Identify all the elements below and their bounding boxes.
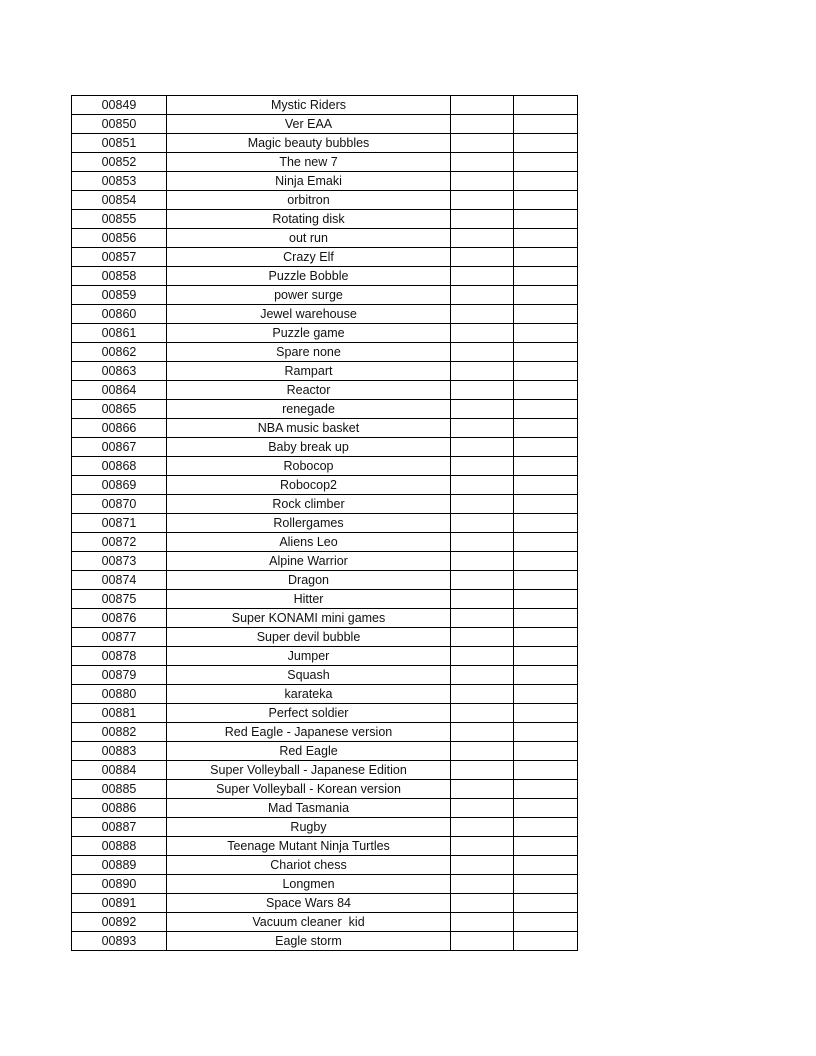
game-id-cell: 00873: [72, 552, 167, 571]
empty-cell: [451, 229, 514, 248]
table-row: [72, 96, 578, 115]
table-row: [72, 343, 578, 362]
table-row: [72, 495, 578, 514]
game-id-cell: 00872: [72, 533, 167, 552]
empty-cell: [514, 419, 578, 438]
game-id-cell: 00852: [72, 153, 167, 172]
table-row: [72, 552, 578, 571]
game-name-cell: Aliens Leo: [167, 533, 451, 552]
game-id-cell: 00870: [72, 495, 167, 514]
empty-cell: [514, 571, 578, 590]
game-id-cell: 00859: [72, 286, 167, 305]
game-id-cell: 00891: [72, 894, 167, 913]
game-name-cell: Rotating disk: [167, 210, 451, 229]
table-row: [72, 514, 578, 533]
game-id-cell: 00863: [72, 362, 167, 381]
empty-cell: [514, 324, 578, 343]
game-list-table: [71, 95, 578, 951]
game-name-cell: Super Volleyball - Korean version: [167, 780, 451, 799]
empty-cell: [451, 609, 514, 628]
game-id-cell: 00883: [72, 742, 167, 761]
table-row: [72, 286, 578, 305]
game-name-cell: Ninja Emaki: [167, 172, 451, 191]
empty-cell: [514, 685, 578, 704]
game-name-cell: Super KONAMI mini games: [167, 609, 451, 628]
game-name-cell: Chariot chess: [167, 856, 451, 875]
empty-cell: [451, 343, 514, 362]
empty-cell: [514, 552, 578, 571]
empty-cell: [451, 932, 514, 951]
game-id-cell: 00850: [72, 115, 167, 134]
game-id-cell: 00854: [72, 191, 167, 210]
game-name-cell: Alpine Warrior: [167, 552, 451, 571]
empty-cell: [451, 495, 514, 514]
game-id-cell: 00880: [72, 685, 167, 704]
empty-cell: [514, 115, 578, 134]
empty-cell: [451, 115, 514, 134]
game-id-cell: 00889: [72, 856, 167, 875]
empty-cell: [451, 324, 514, 343]
table-row: [72, 362, 578, 381]
game-name-cell: karateka: [167, 685, 451, 704]
game-id-cell: 00876: [72, 609, 167, 628]
game-name-cell: Longmen: [167, 875, 451, 894]
game-name-cell: Ver EAA: [167, 115, 451, 134]
game-id-cell: 00879: [72, 666, 167, 685]
table-row: [72, 153, 578, 172]
empty-cell: [451, 647, 514, 666]
game-name-cell: Mystic Riders: [167, 96, 451, 115]
game-name-cell: orbitron: [167, 191, 451, 210]
empty-cell: [451, 400, 514, 419]
game-id-cell: 00865: [72, 400, 167, 419]
empty-cell: [451, 305, 514, 324]
table-row: [72, 419, 578, 438]
table-row: [72, 932, 578, 951]
empty-cell: [451, 913, 514, 932]
game-id-cell: 00856: [72, 229, 167, 248]
empty-cell: [514, 286, 578, 305]
table-row: [72, 476, 578, 495]
empty-cell: [451, 153, 514, 172]
game-id-cell: 00849: [72, 96, 167, 115]
game-id-cell: 00867: [72, 438, 167, 457]
table-row: [72, 324, 578, 343]
empty-cell: [514, 761, 578, 780]
game-name-cell: Perfect soldier: [167, 704, 451, 723]
empty-cell: [514, 400, 578, 419]
game-name-cell: Mad Tasmania: [167, 799, 451, 818]
table-row: [72, 191, 578, 210]
game-name-cell: Crazy Elf: [167, 248, 451, 267]
empty-cell: [451, 362, 514, 381]
empty-cell: [514, 533, 578, 552]
empty-cell: [451, 286, 514, 305]
game-name-cell: Red Eagle: [167, 742, 451, 761]
game-id-cell: 00851: [72, 134, 167, 153]
empty-cell: [514, 514, 578, 533]
empty-cell: [514, 742, 578, 761]
empty-cell: [514, 913, 578, 932]
table-row: [72, 666, 578, 685]
empty-cell: [451, 590, 514, 609]
game-name-cell: power surge: [167, 286, 451, 305]
game-name-cell: renegade: [167, 400, 451, 419]
empty-cell: [451, 742, 514, 761]
game-id-cell: 00875: [72, 590, 167, 609]
empty-cell: [451, 457, 514, 476]
empty-cell: [451, 552, 514, 571]
game-name-cell: Robocop2: [167, 476, 451, 495]
empty-cell: [451, 875, 514, 894]
game-name-cell: Red Eagle - Japanese version: [167, 723, 451, 742]
game-name-cell: Puzzle game: [167, 324, 451, 343]
game-id-cell: 00868: [72, 457, 167, 476]
empty-cell: [451, 381, 514, 400]
empty-cell: [514, 229, 578, 248]
empty-cell: [514, 723, 578, 742]
table-row: [72, 704, 578, 723]
game-id-cell: 00892: [72, 913, 167, 932]
game-id-cell: 00884: [72, 761, 167, 780]
game-id-cell: 00887: [72, 818, 167, 837]
empty-cell: [451, 96, 514, 115]
game-name-cell: The new 7: [167, 153, 451, 172]
game-name-cell: Magic beauty bubbles: [167, 134, 451, 153]
empty-cell: [514, 647, 578, 666]
empty-cell: [451, 419, 514, 438]
empty-cell: [514, 590, 578, 609]
table-row: [72, 742, 578, 761]
empty-cell: [451, 704, 514, 723]
table-row: [72, 305, 578, 324]
table-row: [72, 248, 578, 267]
game-list-body: [72, 96, 578, 951]
table-row: [72, 400, 578, 419]
game-id-cell: 00893: [72, 932, 167, 951]
empty-cell: [514, 134, 578, 153]
empty-cell: [451, 628, 514, 647]
empty-cell: [514, 628, 578, 647]
empty-cell: [451, 685, 514, 704]
table-row: [72, 799, 578, 818]
table-row: [72, 761, 578, 780]
empty-cell: [514, 96, 578, 115]
game-name-cell: Jumper: [167, 647, 451, 666]
empty-cell: [451, 666, 514, 685]
game-name-cell: Reactor: [167, 381, 451, 400]
game-id-cell: 00882: [72, 723, 167, 742]
empty-cell: [451, 894, 514, 913]
table-row: [72, 780, 578, 799]
game-name-cell: Rugby: [167, 818, 451, 837]
table-row: [72, 818, 578, 837]
table-row: [72, 172, 578, 191]
empty-cell: [451, 267, 514, 286]
game-name-cell: Baby break up: [167, 438, 451, 457]
table-row: [72, 590, 578, 609]
table-row: [72, 457, 578, 476]
game-name-cell: Jewel warehouse: [167, 305, 451, 324]
table-row: [72, 875, 578, 894]
empty-cell: [514, 875, 578, 894]
empty-cell: [514, 267, 578, 286]
empty-cell: [514, 495, 578, 514]
table-row: [72, 438, 578, 457]
empty-cell: [514, 343, 578, 362]
empty-cell: [514, 704, 578, 723]
game-id-cell: 00853: [72, 172, 167, 191]
empty-cell: [451, 191, 514, 210]
empty-cell: [451, 856, 514, 875]
empty-cell: [514, 837, 578, 856]
game-id-cell: 00861: [72, 324, 167, 343]
game-id-cell: 00862: [72, 343, 167, 362]
empty-cell: [451, 210, 514, 229]
table-row: [72, 267, 578, 286]
empty-cell: [451, 571, 514, 590]
empty-cell: [451, 514, 514, 533]
empty-cell: [451, 248, 514, 267]
game-name-cell: Spare none: [167, 343, 451, 362]
game-name-cell: NBA music basket: [167, 419, 451, 438]
game-id-cell: 00866: [72, 419, 167, 438]
empty-cell: [514, 856, 578, 875]
empty-cell: [451, 172, 514, 191]
empty-cell: [451, 761, 514, 780]
table-row: [72, 533, 578, 552]
table-row: [72, 609, 578, 628]
empty-cell: [514, 210, 578, 229]
empty-cell: [514, 666, 578, 685]
game-name-cell: Vacuum cleaner kid: [167, 913, 451, 932]
empty-cell: [514, 362, 578, 381]
empty-cell: [451, 837, 514, 856]
table-row: [72, 685, 578, 704]
table-row: [72, 115, 578, 134]
table-row: [72, 913, 578, 932]
empty-cell: [514, 476, 578, 495]
empty-cell: [451, 799, 514, 818]
table-row: [72, 647, 578, 666]
game-name-cell: out run: [167, 229, 451, 248]
empty-cell: [451, 438, 514, 457]
table-row: [72, 856, 578, 875]
game-name-cell: Eagle storm: [167, 932, 451, 951]
game-name-cell: Rock climber: [167, 495, 451, 514]
empty-cell: [514, 381, 578, 400]
game-id-cell: 00869: [72, 476, 167, 495]
game-name-cell: Dragon: [167, 571, 451, 590]
empty-cell: [451, 134, 514, 153]
game-id-cell: 00888: [72, 837, 167, 856]
game-name-cell: Squash: [167, 666, 451, 685]
game-id-cell: 00857: [72, 248, 167, 267]
empty-cell: [514, 172, 578, 191]
game-id-cell: 00860: [72, 305, 167, 324]
table-row: [72, 723, 578, 742]
game-id-cell: 00890: [72, 875, 167, 894]
table-row: [72, 229, 578, 248]
empty-cell: [451, 818, 514, 837]
table-row: [72, 894, 578, 913]
game-id-cell: 00871: [72, 514, 167, 533]
empty-cell: [514, 191, 578, 210]
table-row: [72, 381, 578, 400]
table-row: [72, 571, 578, 590]
game-id-cell: 00881: [72, 704, 167, 723]
game-name-cell: Hitter: [167, 590, 451, 609]
empty-cell: [514, 799, 578, 818]
game-name-cell: Teenage Mutant Ninja Turtles: [167, 837, 451, 856]
empty-cell: [514, 818, 578, 837]
empty-cell: [514, 932, 578, 951]
game-name-cell: Super devil bubble: [167, 628, 451, 647]
empty-cell: [451, 780, 514, 799]
empty-cell: [514, 457, 578, 476]
game-name-cell: Rampart: [167, 362, 451, 381]
game-id-cell: 00885: [72, 780, 167, 799]
game-name-cell: Space Wars 84: [167, 894, 451, 913]
game-id-cell: 00864: [72, 381, 167, 400]
empty-cell: [514, 438, 578, 457]
empty-cell: [514, 305, 578, 324]
table-row: [72, 628, 578, 647]
game-id-cell: 00877: [72, 628, 167, 647]
empty-cell: [514, 609, 578, 628]
game-id-cell: 00855: [72, 210, 167, 229]
empty-cell: [514, 248, 578, 267]
empty-cell: [451, 533, 514, 552]
game-name-cell: Robocop: [167, 457, 451, 476]
game-id-cell: 00858: [72, 267, 167, 286]
game-id-cell: 00886: [72, 799, 167, 818]
empty-cell: [514, 894, 578, 913]
empty-cell: [514, 153, 578, 172]
game-name-cell: Puzzle Bobble: [167, 267, 451, 286]
table-row: [72, 837, 578, 856]
empty-cell: [514, 780, 578, 799]
game-name-cell: Super Volleyball - Japanese Edition: [167, 761, 451, 780]
table-row: [72, 134, 578, 153]
game-name-cell: Rollergames: [167, 514, 451, 533]
table-row: [72, 210, 578, 229]
game-id-cell: 00874: [72, 571, 167, 590]
empty-cell: [451, 723, 514, 742]
game-id-cell: 00878: [72, 647, 167, 666]
empty-cell: [451, 476, 514, 495]
